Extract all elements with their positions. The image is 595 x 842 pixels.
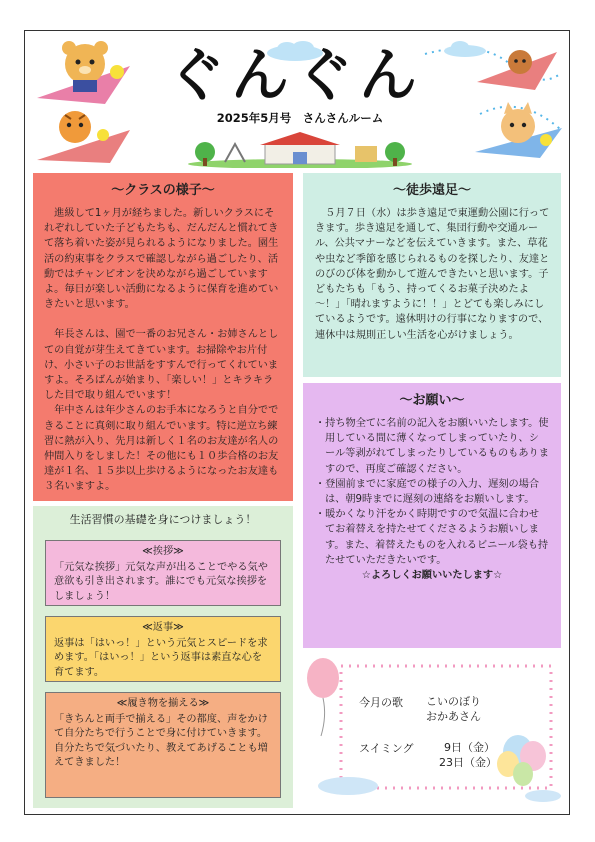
walk-paragraph: ５月７日（水）は歩き遠足で東運動公園に行ってきます。歩き遠足を通して、集団行動や交通ルール、公共マナーなどを伝えていきます。また、草花や虫など季節を感じられるものを探したり、友達とのびのび体を動かして遊んできたいと思います。子どもたちも「もう、持ってくるお菓子決めたよ～！」「晴れますように！！」とどても楽しみにしているようです。遠休明けの行事になりますので、連休中は規則正しい生活を心がけましょう。: [315, 208, 550, 341]
swim-label: スイミング: [359, 742, 414, 755]
walk-section-heading: ～徒歩遠足～: [392, 183, 471, 198]
balloon-frame-decoration: [303, 656, 561, 808]
class-paragraph: 進級して1ヶ月が経ちました。新しいクラスにそれぞれしていた子どもたちも、だんだんと慣れてきて落ち着いた姿が見られるようになりました。園生活の約束事をクラスで確認しながら過ごしたり、活動ではチャンピオンを決めながら過ごしていますよ。毎日が楽しい活動になるように保育を進めていきたいと思います。: [44, 208, 279, 311]
song-label: 今月の歌: [359, 696, 403, 709]
class-paragraph: 年長さんは、園で一番のお兄さん・お姉さんとしての自覚が芽生えてきています。お掃除やお片付け、小さい子のお世話をすすんで行ってくれていますよ。そろばんが始まり、「楽しい！」とキラキラした目で取り組んでいます！ 年中さんは年少さんのお手本になろうと自分でできることに真剣に取り組んでいます。特に逆立ち練習に熱が入り、先月は新しく１名のお友達が名人の仲間入りをしました！その他にも１０歩合格のお友達が１名、１５歩以上歩けるようになったお友達も３名いますよ。: [44, 329, 279, 493]
bear-on-plane-illustration: [35, 36, 135, 106]
class-section-heading: ～クラスの様子～: [111, 183, 215, 198]
greeting-card-body: 「元気な挨拶」元気な声が出ることでやる気や意欲も引き出されます。誰にでも元気な挨拶をしましょう！: [54, 561, 268, 602]
request-item: ・持ち物全てに名前の記入をお願いいたします。使用している間に薄くなってしまっていたり、シール等剥がれてしまったりしているものもありますので、再度ご確認ください。: [315, 418, 549, 475]
song-title: こいのぼり: [426, 695, 481, 708]
song-list: [426, 694, 481, 724]
request-section: [303, 383, 561, 648]
request-closing: ☆よろしくお願いいたします☆: [361, 570, 503, 582]
song-title: おかあさん: [426, 710, 481, 723]
life-section-heading: 生活習慣の基礎を身につけましょう！: [69, 513, 257, 526]
life-habits-section: [33, 506, 293, 808]
swim-dates: [439, 740, 495, 770]
song-swim-section: [303, 656, 561, 808]
class-section: [33, 173, 293, 501]
swim-date: 9日（金）: [444, 741, 495, 754]
reply-card: [45, 616, 281, 682]
reply-card-title: ≪返事≫: [142, 622, 184, 633]
shoes-card-title: ≪履き物を揃える≫: [116, 698, 210, 709]
tiger-on-plane-illustration: [35, 105, 135, 165]
newsletter-title: ぐんぐん: [166, 41, 423, 109]
cat-on-plane-illustration: [470, 100, 565, 160]
shoes-card-body: 「きちんと両手で揃える」その都度、声をかけて自分たちで行うことで身に付けていきます。自分たちで気づいたり、教えてあげることも増えてきました！: [54, 713, 268, 769]
request-item: ・暖かくなり汗をかく時期ですので気温に合わせてお着替えを持たせてくださるようお願いします。また、着替えたものを入れるビニール袋も持たせていただきたいです。: [315, 509, 549, 566]
request-section-heading: ～お願い～: [399, 393, 465, 408]
shoes-card: [45, 692, 281, 798]
request-item: ・登園前までに家庭での様子の入力、遅刻の場合は、朝9時までに遅刻の連絡をお願いします。: [315, 478, 540, 506]
reply-card-body: 返事は「はいっ！」という元気とスピードを求めます。「はいっ！」という返事は素直な心を育てます。: [54, 637, 268, 678]
greeting-card-title: ≪挨拶≫: [142, 546, 184, 557]
swim-date: 23日（金）: [439, 756, 497, 769]
school-building-illustration: [185, 132, 415, 168]
walk-excursion-section: [303, 173, 561, 377]
greeting-card: [45, 540, 281, 606]
newsletter-subtitle: 2025年5月号 さんさんルーム: [216, 111, 384, 125]
